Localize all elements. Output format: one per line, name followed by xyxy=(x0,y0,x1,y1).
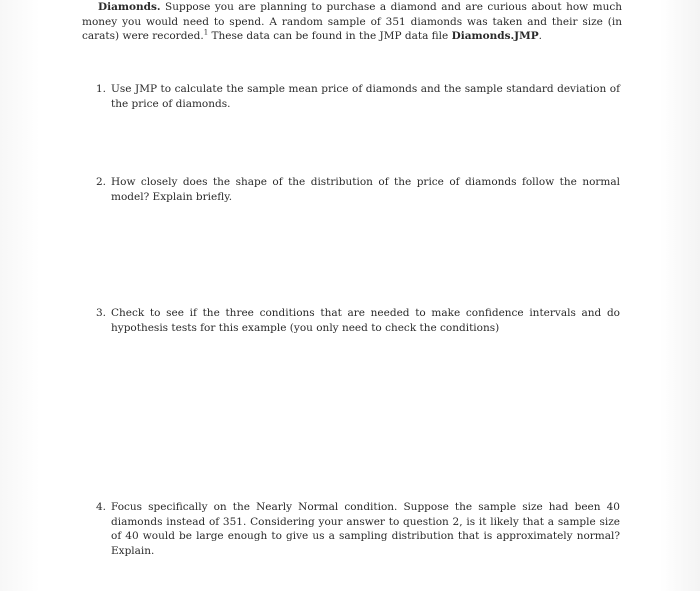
intro-text-part2: These data can be found in the JMP data file xyxy=(208,30,452,42)
intro-text-part1: Suppose you are planning to purchase a diamond and are curious about how much money you would need to spend. A random sample of 351 diamonds was taken and their size (in carats) were recorded. xyxy=(82,1,622,42)
question-number: 4. xyxy=(96,501,107,513)
footnote-marker: 1 xyxy=(203,28,209,37)
question-2 xyxy=(96,175,620,204)
question-text: Check to see if the three conditions that are needed to make confidence intervals and do hypothesis tests for this example (you only need to check the conditions) xyxy=(111,307,620,334)
question-text: How closely does the shape of the distribution of the price of diamonds follow the normal model? Explain briefly. xyxy=(111,176,620,203)
question-text: Use JMP to calculate the sample mean price of diamonds and the sample standard deviation of the price of diamonds. xyxy=(111,83,620,110)
intro-heading: Diamonds. xyxy=(98,1,161,13)
data-file-name: Diamonds.JMP xyxy=(451,30,539,42)
question-number: 2. xyxy=(96,176,107,188)
intro-paragraph xyxy=(82,0,622,44)
question-4 xyxy=(96,500,620,558)
question-number: 1. xyxy=(96,83,107,95)
question-number: 3. xyxy=(96,307,107,319)
intro-text-block xyxy=(82,0,622,44)
intro-text-end: . xyxy=(538,30,542,42)
question-3 xyxy=(96,306,620,335)
question-1 xyxy=(96,82,620,111)
question-text: Focus specifically on the Nearly Normal condition. Suppose the sample size had been 40 diamonds instead of 351. Considering your answer to question 2, is it likely that a sample size of 40 would be large enough to give us a sampling distribution that is approximately normal? Explain. xyxy=(111,501,620,557)
